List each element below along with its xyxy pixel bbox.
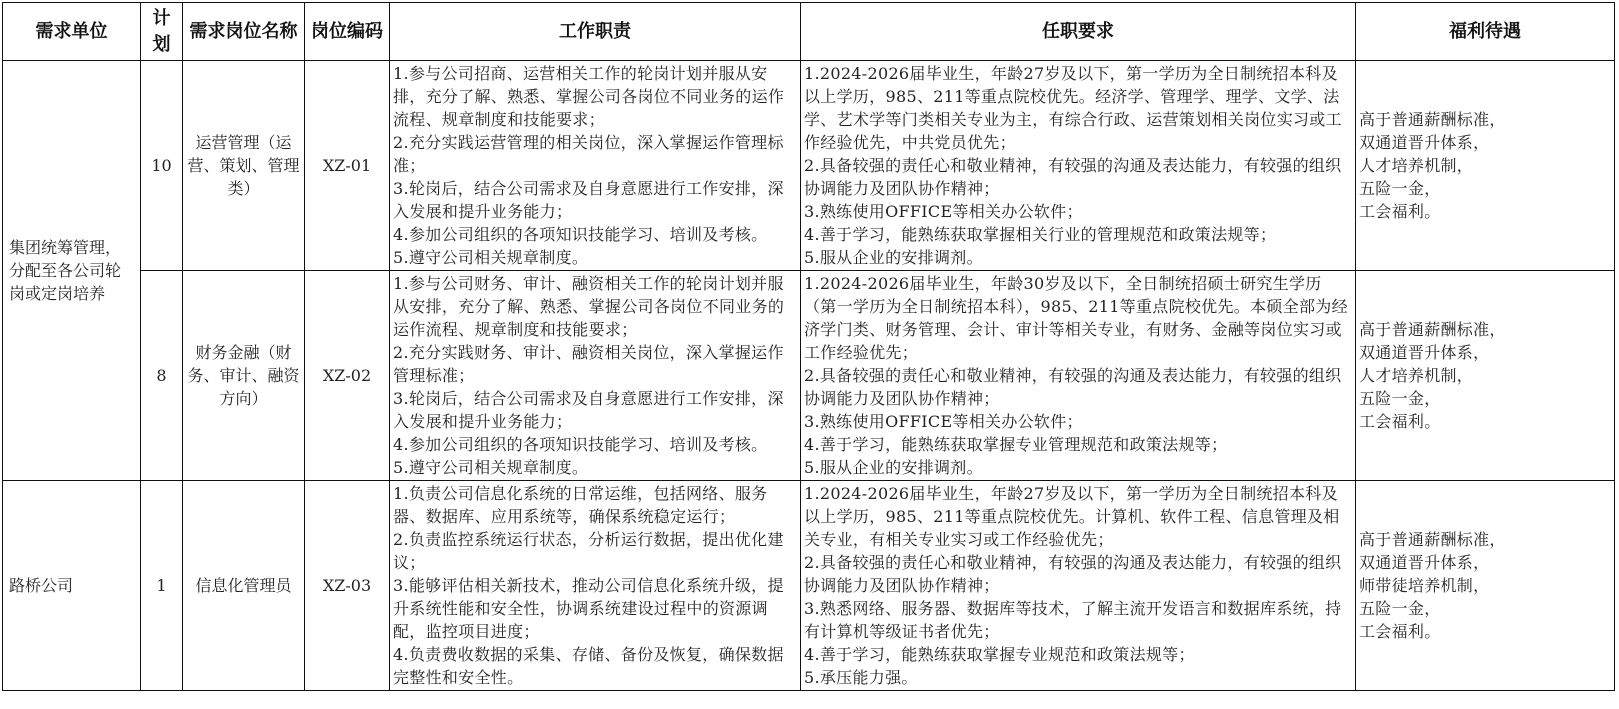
count-cell: 8 xyxy=(141,271,183,481)
recruitment-table xyxy=(2,2,1615,691)
duties-cell: 1.参与公司招商、运营相关工作的轮岗计划并服从安排，充分了解、熟悉、掌握公司各岗位不同业务的运作流程、规章制度和技能要求； 2.充分实践运营管理的相关岗位，深入掌握运作管理标准； 3.轮岗后，结合公司需求及自身意愿进行工作安排，深入发展和提升业务能力； 4.参加公司组织的各项知识技能学习、培训及考核。 5.遵守公司相关规章制度。 xyxy=(390,61,801,271)
benefits-cell: 高于普通薪酬标准， 双通道晋升体系， 师带徒培养机制， 五险一金， 工会福利。 xyxy=(1356,481,1615,691)
count-cell: 10 xyxy=(141,61,183,271)
table-row xyxy=(3,271,1615,481)
table-row xyxy=(3,61,1615,271)
count-cell: 1 xyxy=(141,481,183,691)
header-duties: 工作职责 xyxy=(390,3,801,61)
code-cell: XZ-02 xyxy=(305,271,390,481)
unit-cell: 集团统筹管理， 分配至各公司轮 岗或定岗培养 xyxy=(3,61,141,481)
unit-cell: 路桥公司 xyxy=(3,481,141,691)
header-unit: 需求单位 xyxy=(3,3,141,61)
requirements-cell: 1.2024-2026届毕业生，年龄30岁及以下，全日制统招硕士研究生学历（第一学历为全日制统招本科），985、211等重点院校优先。本硕全部为经济学门类、财务管理、会计、审计等相关专业，有财务、金融等岗位实习或工作经验优先； 2.具备较强的责任心和敬业精神，有较强的沟通及表达能力，有较强的组织协调能力及团队协作精神； 3.熟练使用OFFICE等相关办公软件； 4.善于学习，能熟练获取掌握专业管理规范和政策法规等； 5.服从企业的安排调剂。 xyxy=(801,271,1356,481)
duties-cell: 1.参与公司财务、审计、融资相关工作的轮岗计划并服从安排，充分了解、熟悉、掌握公司各岗位不同业务的运作流程、规章制度和技能要求； 2.充分实践财务、审计、融资相关岗位，深入掌握运作管理标准； 3.轮岗后，结合公司需求及自身意愿进行工作安排，深入发展和提升业务能力； 4.参加公司组织的各项知识技能学习、培训及考核。 5.遵守公司相关规章制度。 xyxy=(390,271,801,481)
header-count: 计划 xyxy=(141,3,183,61)
benefits-cell: 高于普通薪酬标准， 双通道晋升体系， 人才培养机制， 五险一金， 工会福利。 xyxy=(1356,61,1615,271)
header-benefits: 福利待遇 xyxy=(1356,3,1615,61)
code-cell: XZ-03 xyxy=(305,481,390,691)
benefits-cell: 高于普通薪酬标准， 双通道晋升体系， 人才培养机制， 五险一金， 工会福利。 xyxy=(1356,271,1615,481)
position-cell: 财务金融（财务、审计、融资方向） xyxy=(183,271,305,481)
requirements-cell: 1.2024-2026届毕业生，年龄27岁及以下，第一学历为全日制统招本科及以上学历，985、211等重点院校优先。经济学、管理学、理学、文学、法学、艺术学等门类相关专业为主，有综合行政、运营策划相关岗位实习或工作经验优先，中共党员优先； 2.具备较强的责任心和敬业精神，有较强的沟通及表达能力，有较强的组织协调能力及团队协作精神； 3.熟练使用OFFICE等相关办公软件； 4.善于学习，能熟练获取掌握相关行业的管理规范和政策法规等； 5.服从企业的安排调剂。 xyxy=(801,61,1356,271)
requirements-cell: 1.2024-2026届毕业生，年龄27岁及以下，第一学历为全日制统招本科及以上学历，985、211等重点院校优先。计算机、软件工程、信息管理及相关专业，有相关专业实习或工作经验优先； 2.具备较强的责任心和敬业精神，有较强的沟通及表达能力，有较强的组织协调能力及团队协作精神； 3.熟悉网络、服务器、数据库等技术，了解主流开发语言和数据库系统，持有计算机等级证书者优先； 4.善于学习，能熟练获取掌握专业规范和政策法规等； 5.承压能力强。 xyxy=(801,481,1356,691)
code-cell: XZ-01 xyxy=(305,61,390,271)
duties-cell: 1.负责公司信息化系统的日常运维，包括网络、服务器、数据库、应用系统等，确保系统稳定运行； 2.负责监控系统运行状态，分析运行数据，提出优化建议； 3.能够评估相关新技术，推动公司信息化系统升级，提升系统性能和安全性，协调系统建设过程中的资源调配，监控项目进度； 4.负责费收数据的采集、存储、备份及恢复，确保数据完整性和安全性。 xyxy=(390,481,801,691)
header-position: 需求岗位名称 xyxy=(183,3,305,61)
header-code: 岗位编码 xyxy=(305,3,390,61)
position-cell: 信息化管理员 xyxy=(183,481,305,691)
position-cell: 运营管理（运营、策划、管理类） xyxy=(183,61,305,271)
header-row xyxy=(3,3,1615,61)
header-requirements: 任职要求 xyxy=(801,3,1356,61)
table-row xyxy=(3,481,1615,691)
